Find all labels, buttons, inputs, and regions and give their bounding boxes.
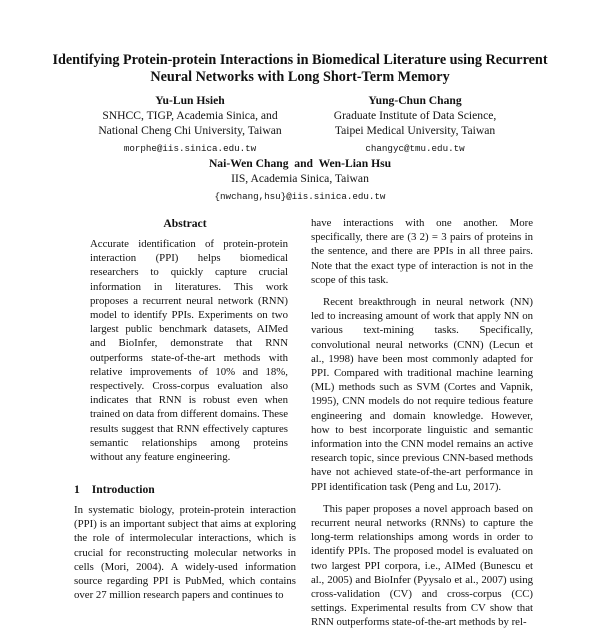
author-email: morphe@iis.sinica.edu.tw [123, 143, 257, 154]
author-name: Nai-Wen Chang and Wen-Lian Hsu [208, 157, 392, 170]
author-email: changyc@tmu.edu.tw [365, 143, 465, 154]
abstract-heading: Abstract [163, 217, 207, 230]
section-title: Introduction [91, 483, 155, 496]
author-affiliation: Graduate Institute of Data Science, [333, 109, 497, 122]
author-block-2 [300, 93, 530, 156]
section-body: In systematic biology, protein-protein interaction (PPI) is an important subject that aims at exploring the role of intermolecular interactions, which is crucial for reconstructing molecular networks in cells (Mori, 2004). A widely-used information source regarding PPI is PubMed, which contains over 27 million research papers and continues to [74, 504, 296, 602]
author-affiliation: IIS, Academia Sinica, Taiwan [231, 172, 369, 185]
author-affiliation: National Cheng Chi University, Taiwan [98, 124, 282, 137]
author-block-3 [150, 156, 450, 204]
section-heading [74, 483, 155, 496]
right-column [311, 216, 533, 638]
author-affiliation: SNHCC, TIGP, Academia Sinica, and [102, 109, 278, 122]
paragraph: have interactions with one another. More specifically, there are (3 2) = 3 pairs of proteins in the sentence, and there are PPIs in all three pairs. Note that the exact type of interaction is not in the scope of this task. [311, 217, 533, 286]
author-name: Yung-Chun Chang [368, 94, 462, 107]
author-email: {nwchang,hsu}@iis.sinica.edu.tw [214, 191, 386, 202]
abstract-body: Accurate identification of protein-protein interaction (PPI) helps biomedical researchers to quickly capture crucial information in literatures. This work proposes a recurrent neural network (RNN) model to identify PPIs. Experiments on two largest public benchmark datasets, AIMed and BioInfer, demonstrate that RNN outperforms state-of-the-art methods with relative improvements of 10% and 18%, respectively. Cross-corpus evaluation also indicates that RNN is robust even when trained on data from different domains. These results suggest that RNN effectively captures semantic relationships among proteins without any feature engineering. [90, 238, 288, 464]
paper-title: Identifying Protein-protein Interactions in Biomedical Literature using Recurrent Neural Networks with Long Short-Term Memory [52, 52, 548, 85]
paragraph: Recent breakthrough in neural network (NN) led to increasing amount of work that apply NN on various text-mining tasks. Specifically, convolutional neural networks (CNN) (Lecun et al., 1998) have been most commonly adapted for PPI. Compared with traditional machine learning (ML) methods such as SVM (Cortes and Vapnik, 1995), CNN models do not require tedious feature engineering and domain knowledge. However, how to best incorporate linguistic and semantic information into the CNN model remains an active research topic, since previous CNN-based methods have not achieved state-of-the-art performance in PPI identification task (Peng and Lu, 2017). [311, 296, 533, 493]
author-name: Yu-Lun Hsieh [155, 94, 225, 107]
section-number: 1 [74, 483, 80, 496]
author-affiliation: Taipei Medical University, Taiwan [334, 124, 496, 137]
paragraph: This paper proposes a novel approach based on recurrent neural networks (RNNs) to capture the long-term relationships among words in order to identify PPIs. The proposed model is evaluated on two largest PPI corpora, i.e., AIMed (Bunescu et al., 2005) and BioInfer (Pyysalo et al., 2007) using cross-validation (CV) and cross-corpus (CC) settings. Experimental results from CV show that RNN outperforms state-of-the-art methods by rel- [311, 502, 533, 629]
author-block-1 [75, 93, 305, 156]
